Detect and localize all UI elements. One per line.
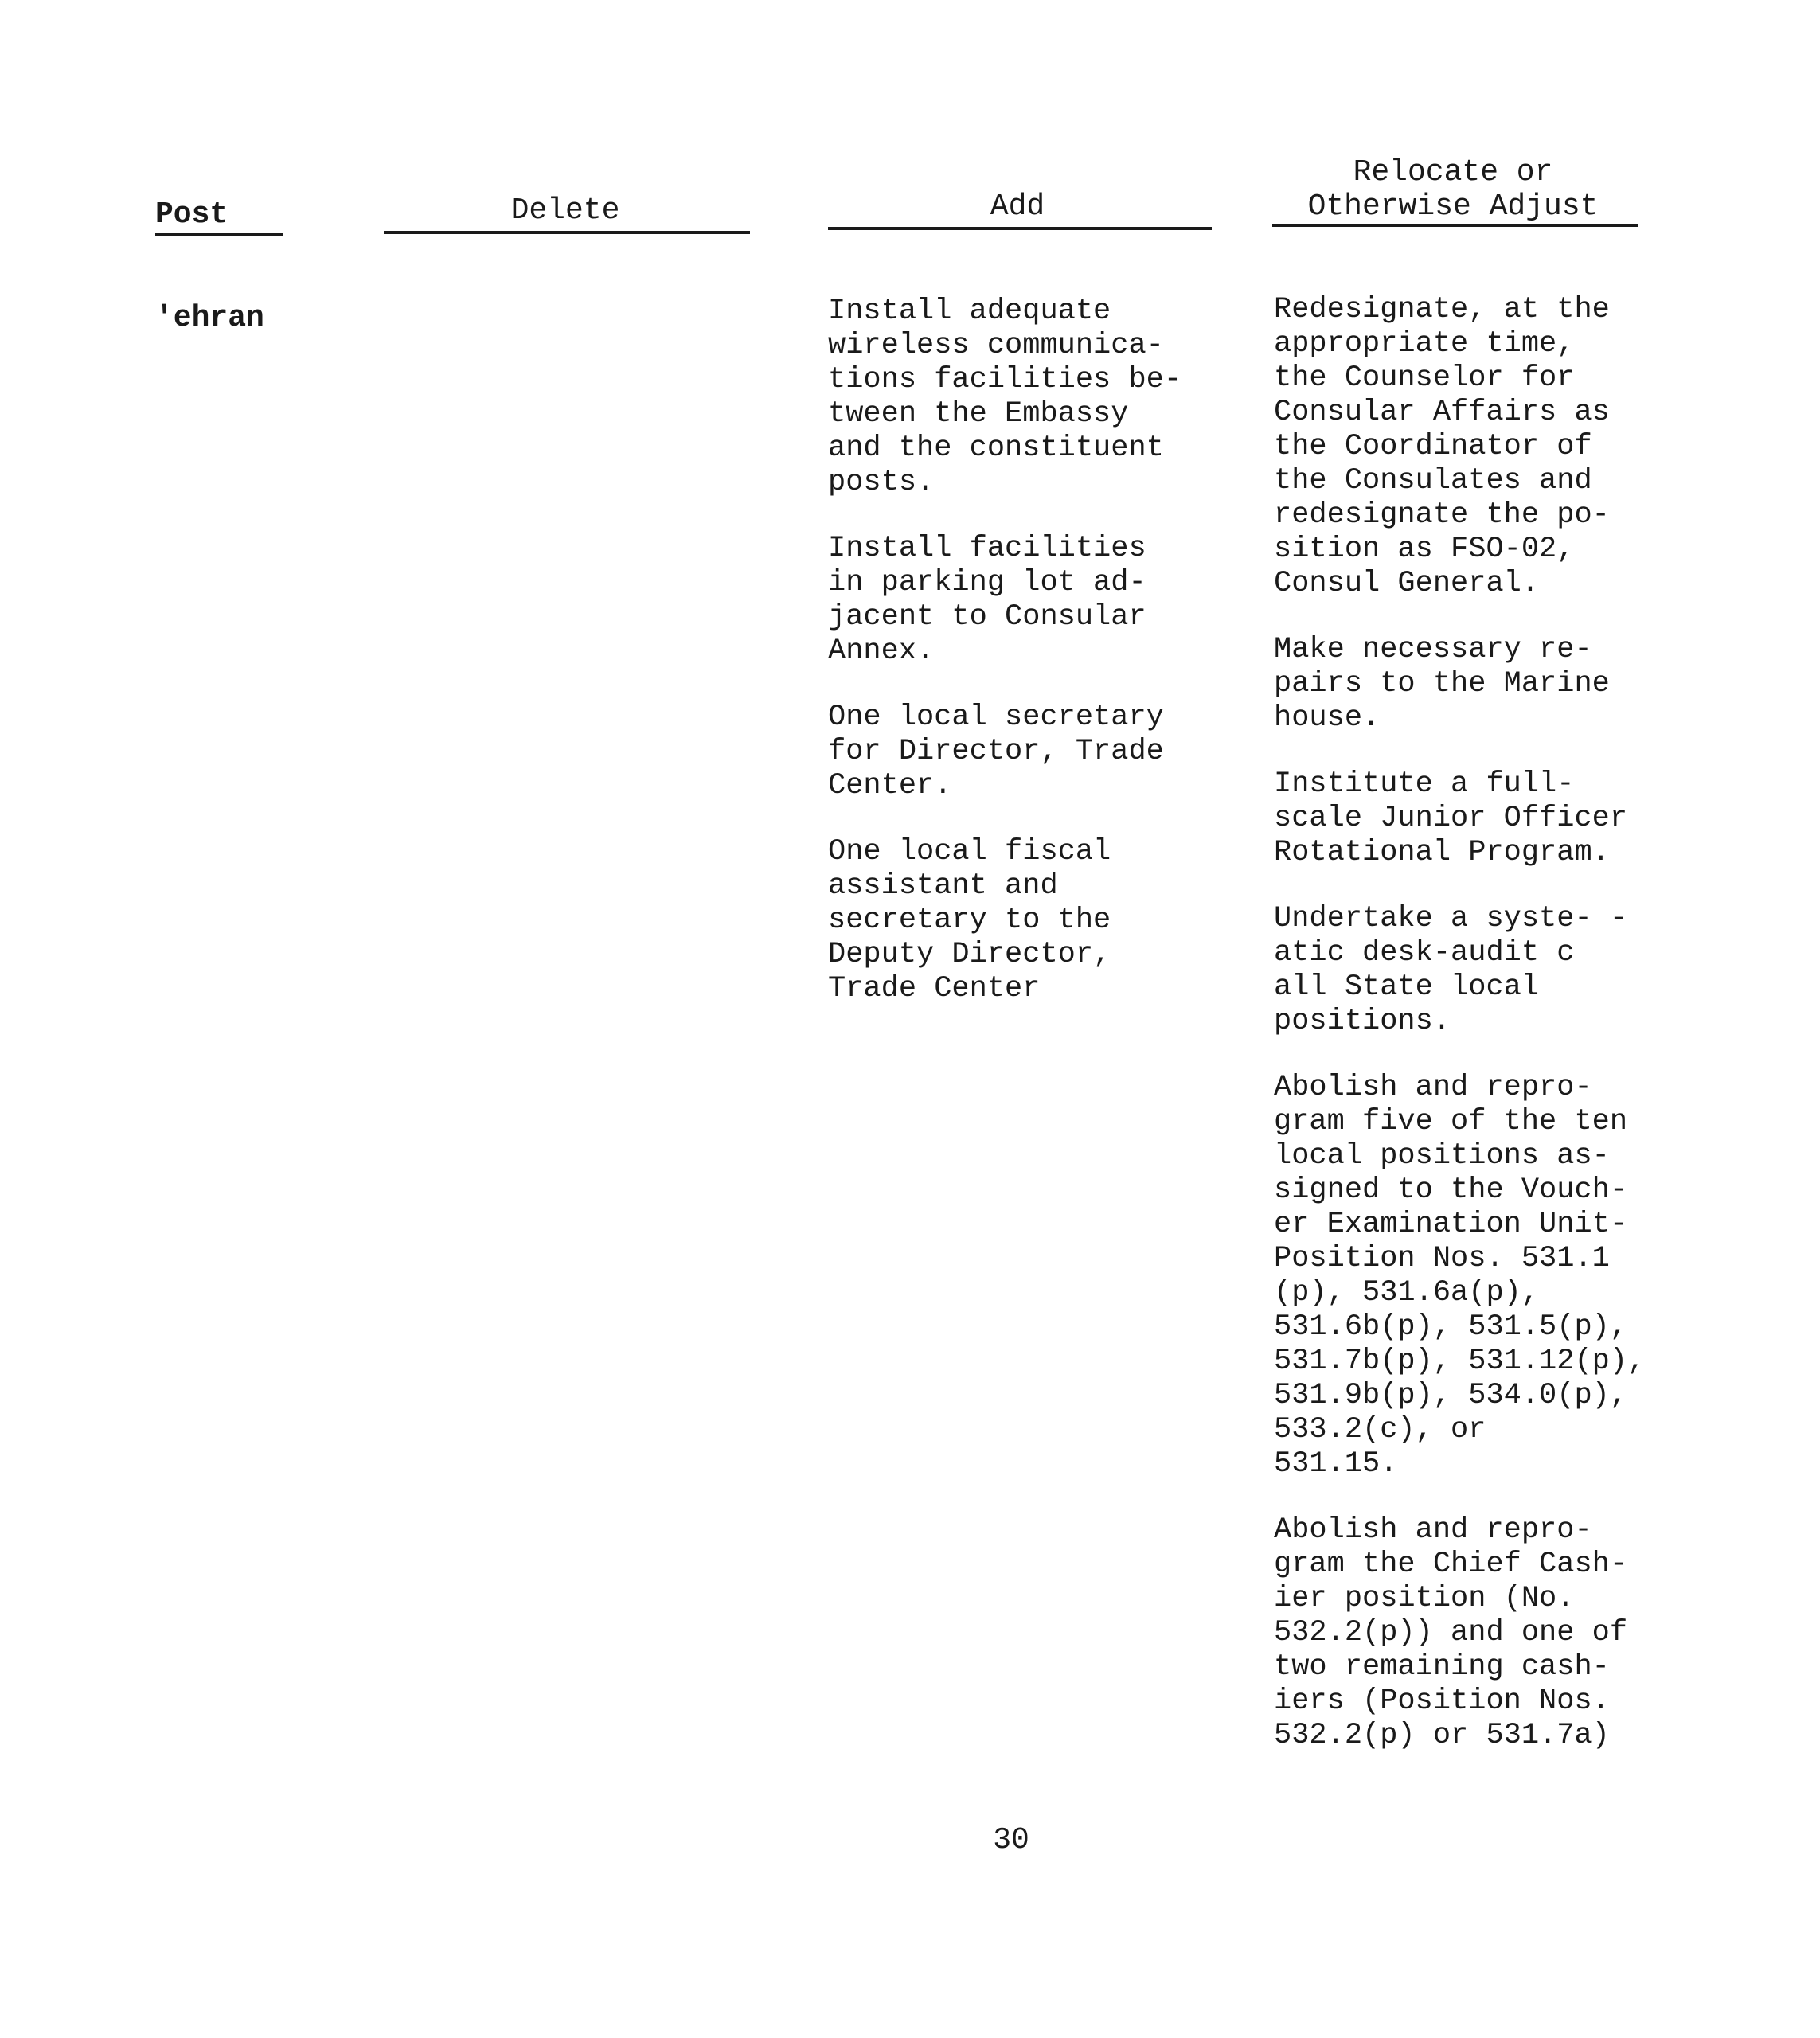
- post-name: 'ehran: [155, 301, 264, 335]
- relocate-entry: Abolish and repro- gram five of the ten local positions as- signed to the Vouch- er Examination Unit- Position Nos. 531.1 (p), 531.6a(p), 531.6b(p), 531.5(p), 531.7b(p), 531.12(p), 531.9b(p), 534.0(p), 533.2(c), or 531.15.: [1274, 1071, 1646, 1481]
- header-add-underline: [828, 227, 1212, 230]
- add-column: [828, 295, 1274, 1038]
- header-post-underline: [155, 233, 283, 236]
- header-add: Add: [990, 189, 1045, 224]
- page-number: 30: [993, 1823, 1029, 1857]
- add-entry: Install adequate wireless communica- tions facilities be- tween the Embassy and the constituent posts.: [828, 295, 1182, 499]
- add-entry: One local fiscal assistant and secretary to the Deputy Director, Trade Center: [828, 835, 1111, 1005]
- header-post: Post: [155, 197, 228, 232]
- relocate-column: [1274, 293, 1720, 1785]
- relocate-entry: Make necessary re- pairs to the Marine house.: [1274, 633, 1610, 735]
- header-delete-underline: [384, 231, 750, 234]
- relocate-entry: Abolish and repro- gram the Chief Cash- ier position (No. 532.2(p)) and one of two remaining cash- iers (Position Nos. 532.2(p) or 531.7a): [1274, 1513, 1628, 1752]
- add-entry: Install facilities in parking lot ad- jacent to Consular Annex.: [828, 532, 1146, 668]
- add-entry: One local secretary for Director, Trade Center.: [828, 701, 1164, 802]
- header-relocate-underline: [1272, 224, 1638, 227]
- relocate-entry: Redesignate, at the appropriate time, the Counselor for Consular Affairs as the Coordinator of the Consulates and redesignate the po- sition as FSO-02, Consul General.: [1274, 293, 1610, 600]
- relocate-entry: Undertake a syste- - atic desk-audit c all State local positions.: [1274, 902, 1628, 1038]
- header-delete: Delete: [510, 193, 620, 228]
- relocate-entry: Institute a full- scale Junior Officer Rotational Program.: [1274, 767, 1628, 869]
- header-relocate: Relocate or Otherwise Adjust: [1307, 155, 1599, 224]
